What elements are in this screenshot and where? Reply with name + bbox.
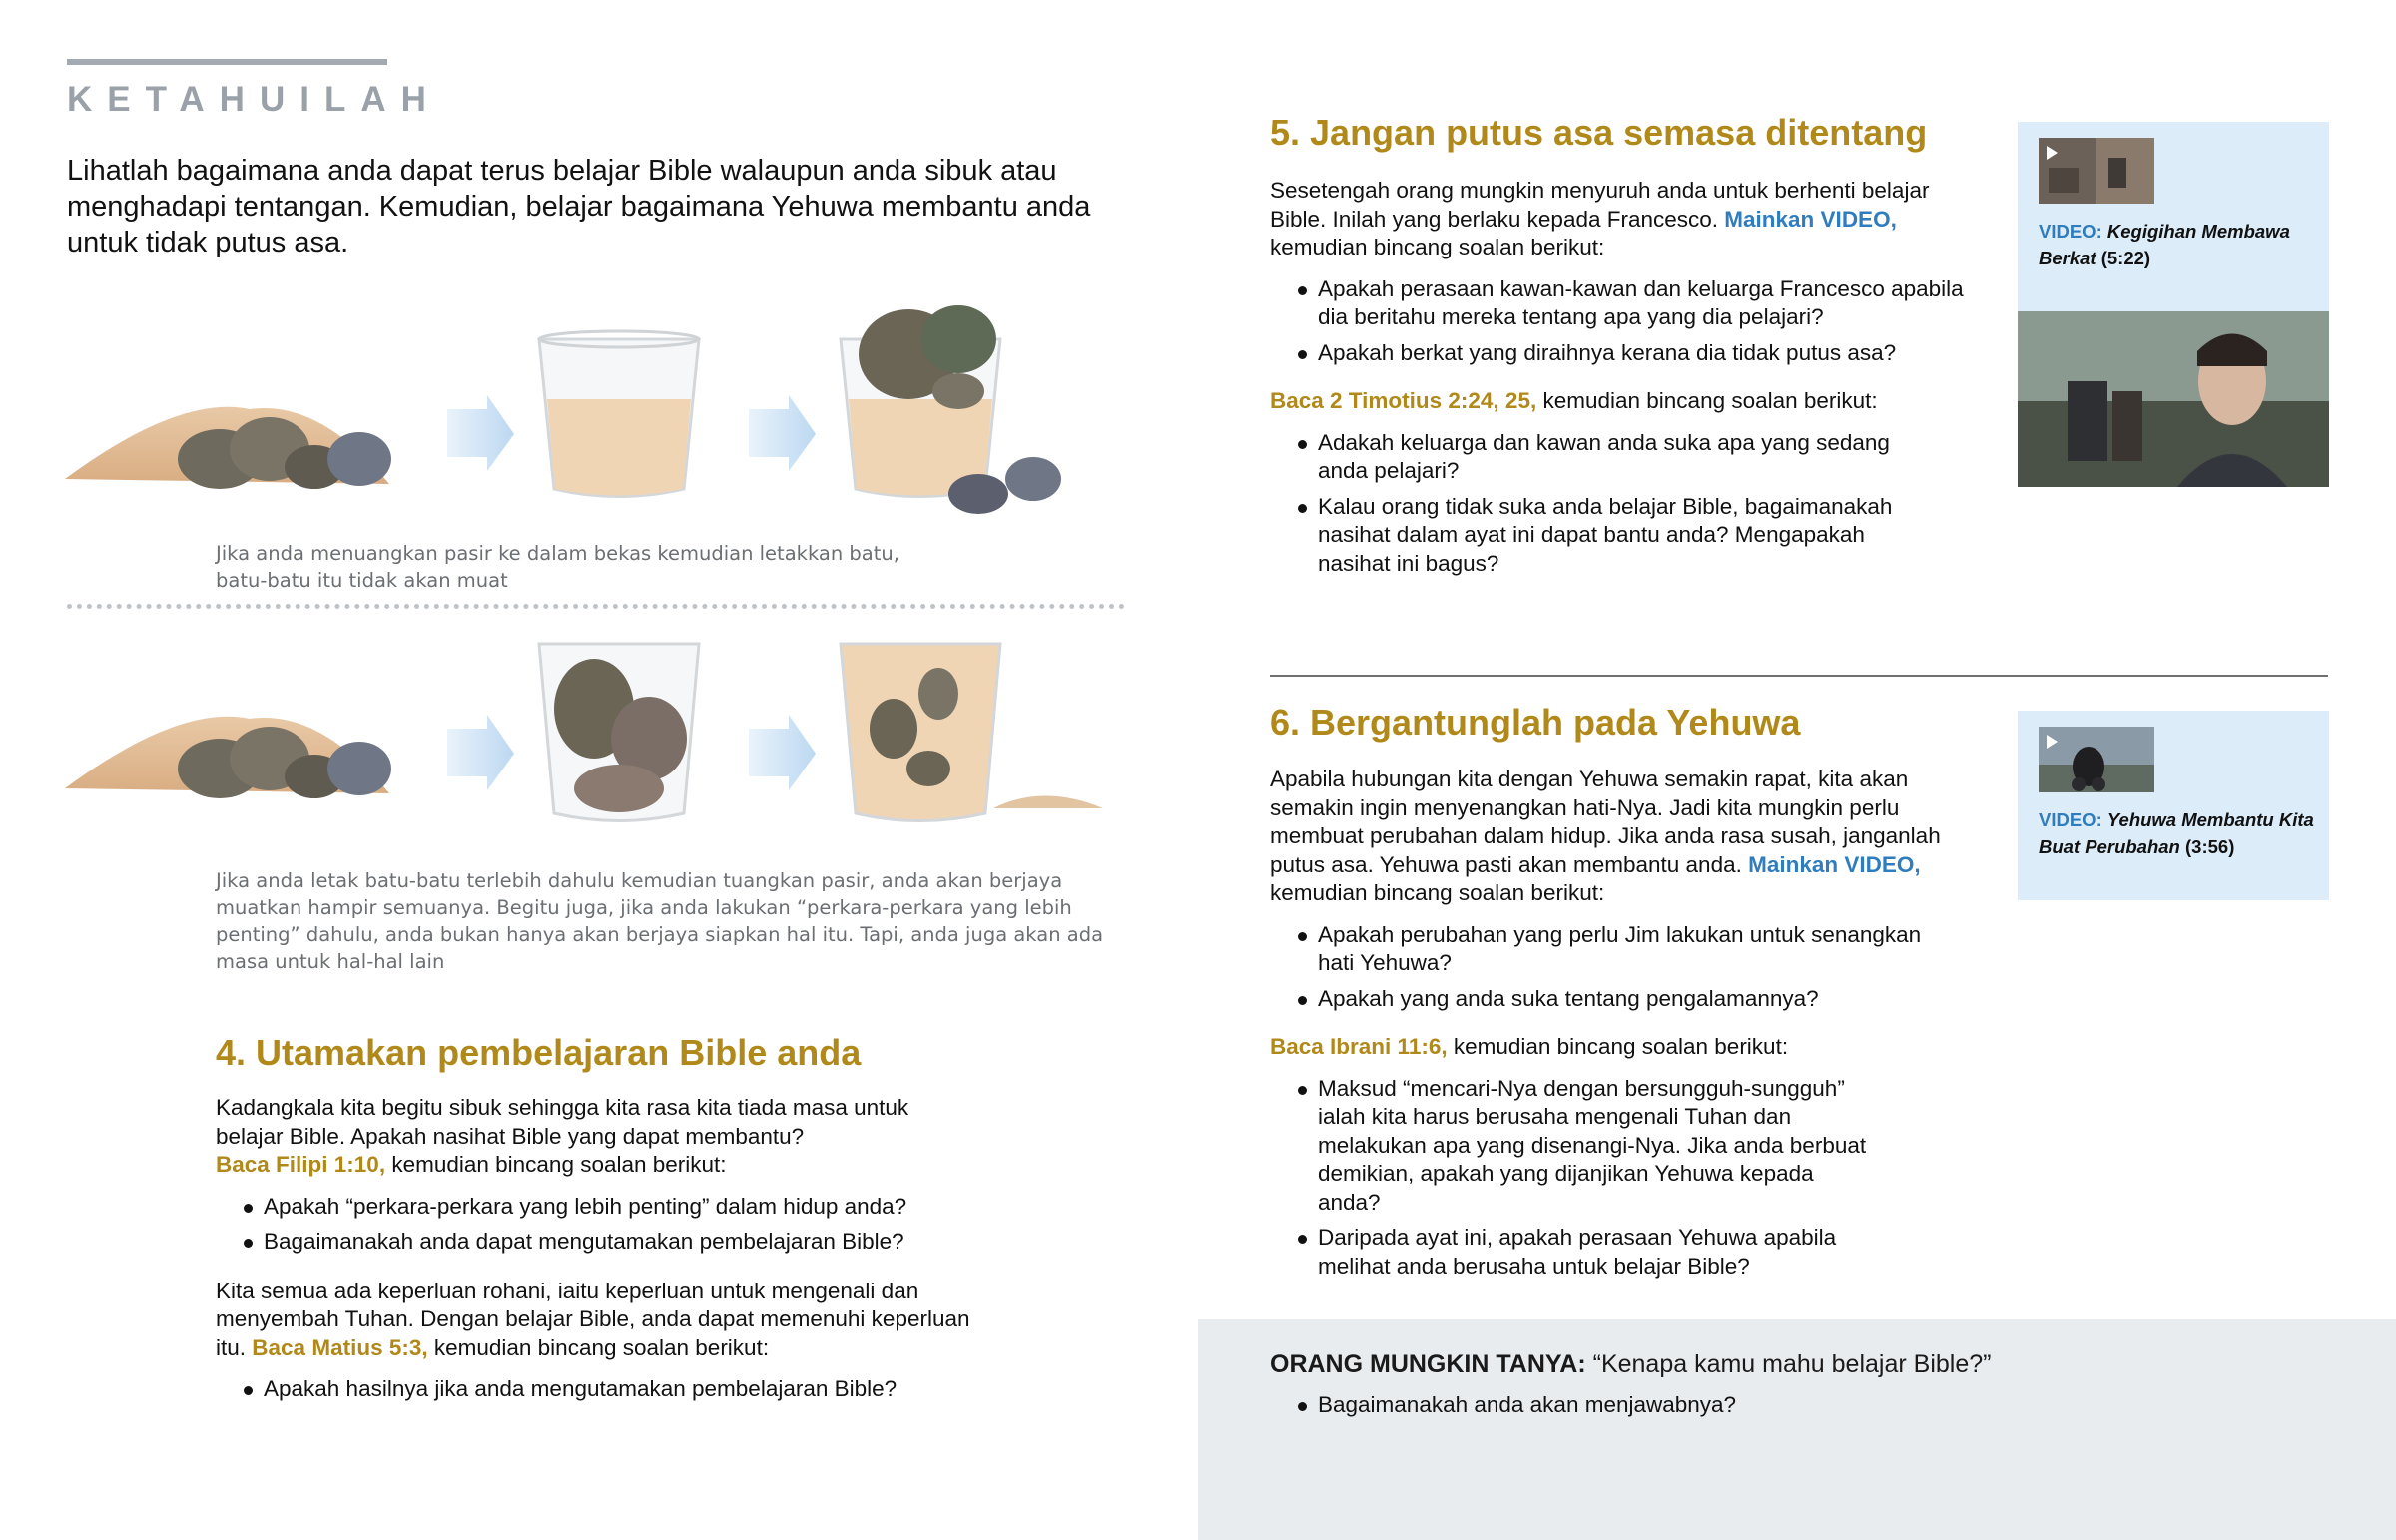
video-box-kegigihan[interactable] [2018, 122, 2329, 311]
section-5-paragraph-1: Sesetengah orang mungkin menyuruh anda untuk berhenti belajar Bible. Inilah yang berlaku kepada Francesco. Mainkan VIDEO, kemudian bincang soalan berikut: [1270, 178, 1930, 259]
dotted-divider [67, 604, 1125, 609]
play-video-link[interactable]: Mainkan VIDEO, [1724, 206, 1897, 232]
header-rule [67, 59, 387, 65]
list-item: Bagaimanakah anda dapat mengutamakan pembelajaran Bible? [216, 1228, 974, 1257]
section-6-title: 6. Bergantunglah pada Yehuwa [1270, 702, 1801, 743]
video-box-yehuwa-membantu[interactable] [2018, 711, 2329, 900]
list-item: Adakah keluarga dan kawan anda suka apa yang sedang anda pelajari? [1270, 429, 1909, 486]
rock [920, 305, 996, 373]
section-4 [216, 1032, 974, 1411]
video-thumbnail[interactable] [2039, 138, 2154, 204]
section-4-title: 4. Utamakan pembelajaran Bible anda [216, 1032, 862, 1073]
section-6-questions-2 [1270, 1075, 1879, 1282]
list-item: Kalau orang tidak suka anda belajar Bible, bagaimanakah nasihat dalam ayat ini dapat bantu anda? Mengapakah nasihat ini bagus? [1270, 493, 1909, 579]
rock [906, 751, 950, 786]
glass [841, 644, 1000, 821]
rock [1005, 457, 1061, 501]
rock [327, 742, 391, 795]
people-may-ask [1270, 1349, 2328, 1427]
people-may-ask-heading: ORANG MUNGKIN TANYA: “Kenapa kamu mahu belajar Bible?” [1270, 1350, 1992, 1378]
list-item: Bagaimanakah anda akan menjawabnya? [1270, 1391, 2328, 1420]
section-4-paragraph-2: Kita semua ada keperluan rohani, iaitu keperluan untuk mengenali dan menyembah Tuhan. Dengan belajar Bible, anda dapat memenuhi keperluan itu. Baca Matius 5:3, kemudian bincang soalan berikut: [216, 1278, 970, 1360]
video-caption: VIDEO: Kegigihan Membawa Berkat (5:22) [2039, 221, 2290, 268]
list-item: Apakah perubahan yang perlu Jim lakukan untuk senangkan hati Yehuwa? [1270, 921, 1949, 978]
list-item: Apakah yang anda suka tentang pengalamannya? [1270, 985, 1949, 1014]
section-5-scripture-line: Baca 2 Timotius 2:24, 25, kemudian bincang soalan berikut: [1270, 388, 1878, 413]
rock [918, 668, 958, 720]
list-item: Daripada ayat ini, apakah perasaan Yehuwa apabila melihat anda berusaha untuk belajar Bible? [1270, 1224, 1879, 1281]
arrow-icon [447, 395, 514, 471]
video-still-image [2018, 311, 2329, 487]
section-5 [1270, 112, 1989, 585]
rock [327, 432, 391, 486]
arrow-icon [447, 715, 514, 790]
rock [574, 765, 664, 812]
arrow-icon [749, 715, 816, 790]
illustration-caption-1: Jika anda menuangkan pasir ke dalam bekas kemudian letakkan batu, batu-batu itu tidak akan muat [216, 542, 899, 592]
section-6 [1270, 702, 1989, 1287]
rock [948, 474, 1008, 514]
section-5-title: 5. Jangan putus asa semasa ditentang [1270, 112, 1928, 153]
section-4-paragraph-1: Kadangkala kita begitu sibuk sehingga kita rasa kita tiada masa untuk belajar Bible. Apakah nasihat Bible yang dapat membantu? Baca Filipi 1:10, kemudian bincang soalan berikut: [216, 1095, 909, 1177]
scripture-ref-ibrani[interactable]: Baca Ibrani 11:6, [1270, 1034, 1448, 1059]
people-may-ask-questions [1270, 1391, 2328, 1420]
video-thumbnail[interactable] [2039, 727, 2154, 792]
spilled-sand [993, 796, 1103, 809]
play-video-link[interactable]: Mainkan VIDEO, [1748, 851, 1921, 877]
section-4-questions-1 [216, 1193, 974, 1257]
section-5-questions-2 [1270, 429, 1909, 579]
scripture-ref-matius[interactable]: Baca Matius 5:3, [252, 1334, 428, 1360]
rock [932, 373, 984, 409]
section-divider [1270, 675, 2328, 677]
section-6-paragraph-1: Apabila hubungan kita dengan Yehuwa semakin rapat, kita akan semakin ingin menyenangkan hati-Nya. Jadi kita mungkin perlu membuat perubahan dalam hidup. Jika anda rasa susah, janganlah putus asa. Yehuwa pasti akan membantu anda. Mainkan VIDEO, kemudian bincang soalan berikut: [1270, 767, 1941, 905]
scripture-ref-2-timotius[interactable]: Baca 2 Timotius 2:24, 25, [1270, 388, 1537, 413]
rock [870, 699, 917, 759]
video-caption: VIDEO: Yehuwa Membantu Kita Buat Perubahan (3:56) [2039, 809, 2314, 857]
arrow-icon [749, 395, 816, 471]
illustration-sand-first [60, 299, 1118, 529]
section-5-questions-1 [1270, 275, 1989, 368]
illustration-rocks-first [60, 619, 1118, 848]
section-6-questions-1 [1270, 921, 1949, 1014]
list-item: Apakah perasaan kawan-kawan dan keluarga Francesco apabila dia beritahu mereka tentang apa yang dia pelajari? [1270, 275, 1989, 332]
section-kicker: KETAHUILAH [67, 80, 441, 119]
illustration-caption-2: Jika anda letak batu-batu terlebih dahulu kemudian tuangkan pasir, anda akan berjaya muatkan hampir semuanya. Begitu juga, jika anda lakukan “perkara-perkara yang lebih penting” dahulu, anda bukan hanya akan berjaya siapkan hal itu. Tapi, anda juga akan ada masa untuk hal-hal lain [216, 869, 1104, 973]
section-6-scripture-line: Baca Ibrani 11:6, kemudian bincang soalan berikut: [1270, 1034, 1789, 1059]
list-item: Apakah hasilnya jika anda mengutamakan pembelajaran Bible? [216, 1375, 974, 1404]
list-item: Apakah berkat yang diraihnya kerana dia tidak putus asa? [1270, 339, 1989, 368]
list-item: Apakah “perkara-perkara yang lebih penting” dalam hidup anda? [216, 1193, 974, 1222]
intro-paragraph: Lihatlah bagaimana anda dapat terus belajar Bible walaupun anda sibuk atau menghadapi tentangan. Kemudian, belajar bagaimana Yehuwa membantu anda untuk tidak putus asa. [67, 155, 1091, 258]
list-item: Maksud “mencari-Nya dengan bersungguh-sungguh” ialah kita harus berusaha mengenali Tuhan dan melakukan apa yang disenangi-Nya. Jika anda berbuat demikian, apakah yang dijanjikan Yehuwa kepada anda? [1270, 1075, 1879, 1218]
section-4-questions-2 [216, 1375, 974, 1404]
scripture-ref-filipi[interactable]: Baca Filipi 1:10, [216, 1152, 386, 1177]
